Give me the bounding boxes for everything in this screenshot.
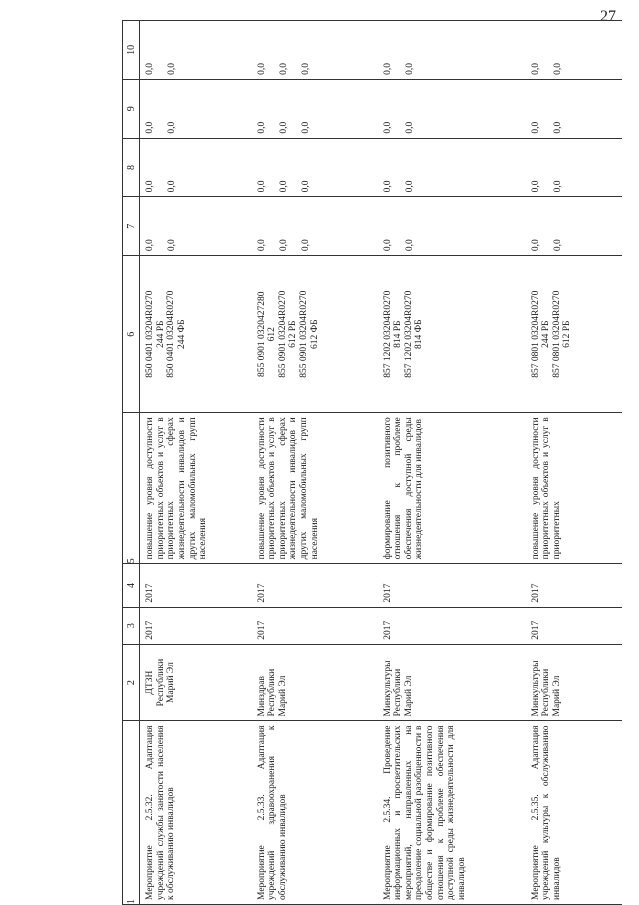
value: 0,0 [278, 62, 289, 75]
value: 0,0 [552, 239, 563, 252]
value: 0,0 [256, 62, 267, 75]
year-end: 2017 [526, 564, 623, 607]
column-header-8: 8 [123, 138, 140, 197]
expected-result: формирование позитивного отношения к проблеме обеспечения доступной среды жизнедеятельности для инвалидов [378, 413, 526, 564]
value: 0,0 [382, 62, 393, 75]
budget-code-line: 814 ФБ [414, 319, 425, 349]
budget-code-line: 855 0901 0320427280 [256, 291, 267, 377]
budget-code [526, 256, 623, 413]
value: 0,0 [278, 180, 289, 193]
column-header-4: 4 [123, 564, 140, 607]
value: 0,0 [530, 121, 541, 134]
value: 0,0 [167, 62, 177, 75]
budget-code-line: 855 0901 03204R0270 [277, 290, 288, 378]
budget-code-line: 612 [267, 327, 278, 342]
value-col-10 [526, 21, 623, 80]
executor: ДТЗН Республики Марий Эл [140, 644, 252, 721]
value-col-8 [140, 138, 252, 197]
executor: Минздрав Республики Марий Эл [252, 644, 378, 721]
value: 0,0 [404, 121, 415, 134]
value: 0,0 [404, 62, 415, 75]
executor: Минкультуры Республики Марий Эл [378, 644, 526, 721]
budget-code-line: 857 0801 03204R0270 [530, 290, 541, 378]
value: 0,0 [145, 239, 155, 252]
value-col-9 [140, 79, 252, 138]
value: 0,0 [404, 180, 415, 193]
value: 0,0 [530, 180, 541, 193]
value: 0,0 [167, 121, 177, 134]
value: 0,0 [300, 239, 311, 252]
value: 0,0 [530, 62, 541, 75]
table-row [526, 21, 623, 905]
value-col-7 [526, 197, 623, 256]
value-col-9 [252, 79, 378, 138]
table-row [378, 21, 526, 905]
expected-result: повышение уровня доступности приоритетных объектов и услуг в приоритетных сферах жизнедеятельности инвалидов и других маломобильных групп населения [140, 413, 252, 564]
budget-code-line: 814 РБ [393, 320, 404, 348]
value: 0,0 [256, 180, 267, 193]
value-col-7 [140, 197, 252, 256]
table-row [252, 21, 378, 905]
value-col-7 [378, 197, 526, 256]
value: 0,0 [300, 121, 311, 134]
budget-code [140, 256, 252, 413]
value: 0,0 [552, 180, 563, 193]
budget-code-line: 855 0901 03204R0270 [299, 290, 309, 378]
column-header-1: 1 [123, 721, 140, 905]
value-col-9 [526, 79, 623, 138]
column-header-3: 3 [123, 607, 140, 644]
table-header-row [123, 21, 140, 905]
budget-code-line: 857 1202 03204R0270 [403, 290, 414, 378]
year-start: 2017 [140, 607, 252, 644]
column-header-5: 5 [123, 413, 140, 564]
program-measures-table [122, 20, 622, 905]
column-header-10: 10 [123, 21, 140, 80]
value-col-10 [252, 21, 378, 80]
measure-name: Мероприятие 2.5.33. Адаптация учреждений здравоохранения к обслуживанию инвалидов [252, 721, 378, 905]
expected-result: повышение уровня доступности приоритетных объектов и услуг в приоритетных сферах жизнедеятельности инвалидов и других маломобильных групп населения [252, 413, 378, 564]
budget-code-line: 612 РБ [288, 320, 299, 348]
value: 0,0 [382, 121, 393, 134]
year-start: 2017 [252, 607, 378, 644]
year-end: 2017 [252, 564, 378, 607]
column-header-6: 6 [123, 256, 140, 413]
value-col-8 [378, 138, 526, 197]
expected-result: повышение уровня доступности приоритетных объектов и услуг в приоритетных [526, 413, 623, 564]
budget-code-line: 612 РБ [562, 320, 573, 348]
value: 0,0 [552, 62, 563, 75]
column-header-7: 7 [123, 197, 140, 256]
column-header-2: 2 [123, 644, 140, 721]
column-header-9: 9 [123, 79, 140, 138]
measure-name: Мероприятие 2.5.34. Проведение информационных и просветительских мероприятий, направленных на преодоление социальной разобщенности в обществе и формирование позитивного отношения к проблеме обеспечения доступной среды жизнедеятельности для инвалидов [378, 721, 526, 905]
table-row [140, 21, 252, 905]
executor: Минкультуры Республики Марий Эл [526, 644, 623, 721]
page-number: 27 [600, 8, 616, 25]
year-start: 2017 [526, 607, 623, 644]
year-end: 2017 [140, 564, 252, 607]
budget-code [378, 256, 526, 413]
measure-name: Мероприятие 2.5.35. Адаптация учреждений культуры к обслуживанию инвалидов [526, 721, 623, 905]
budget-code-line: 857 1202 03204R0270 [382, 290, 393, 378]
budget-code-line: 244 РБ [541, 320, 552, 348]
value: 0,0 [167, 239, 177, 252]
value: 0,0 [278, 239, 289, 252]
budget-code [252, 256, 378, 413]
budget-code-line: 244 ФБ [176, 319, 187, 349]
value: 0,0 [167, 180, 177, 193]
value: 0,0 [382, 239, 393, 252]
year-start: 2017 [378, 607, 526, 644]
budget-code-line: 850 0401 03204R0270 [166, 290, 177, 378]
value: 0,0 [530, 239, 541, 252]
value: 0,0 [300, 62, 311, 75]
value: 0,0 [256, 239, 267, 252]
value: 0,0 [552, 121, 563, 134]
measure-name: Мероприятие 2.5.32. Адаптация учреждений службы занятости населения к обслуживанию инвалидов [140, 721, 252, 905]
value: 0,0 [145, 180, 155, 193]
value: 0,0 [145, 62, 155, 75]
value: 0,0 [145, 121, 155, 134]
value: 0,0 [256, 121, 267, 134]
budget-code-line: 850 0401 03204R0270 [145, 290, 155, 378]
year-end: 2017 [378, 564, 526, 607]
value-col-8 [526, 138, 623, 197]
value-col-10 [140, 21, 252, 80]
budget-code-line: 857 0801 03204R0270 [551, 290, 562, 378]
budget-code-line: 244 РБ [155, 320, 166, 348]
value: 0,0 [300, 180, 311, 193]
value: 0,0 [404, 239, 415, 252]
value: 0,0 [278, 121, 289, 134]
value-col-8 [252, 138, 378, 197]
program-table-sheet [122, 20, 622, 905]
value-col-10 [378, 21, 526, 80]
value-col-9 [378, 79, 526, 138]
value-col-7 [252, 197, 378, 256]
value: 0,0 [382, 180, 393, 193]
budget-code-line: 612 ФБ [309, 319, 320, 349]
